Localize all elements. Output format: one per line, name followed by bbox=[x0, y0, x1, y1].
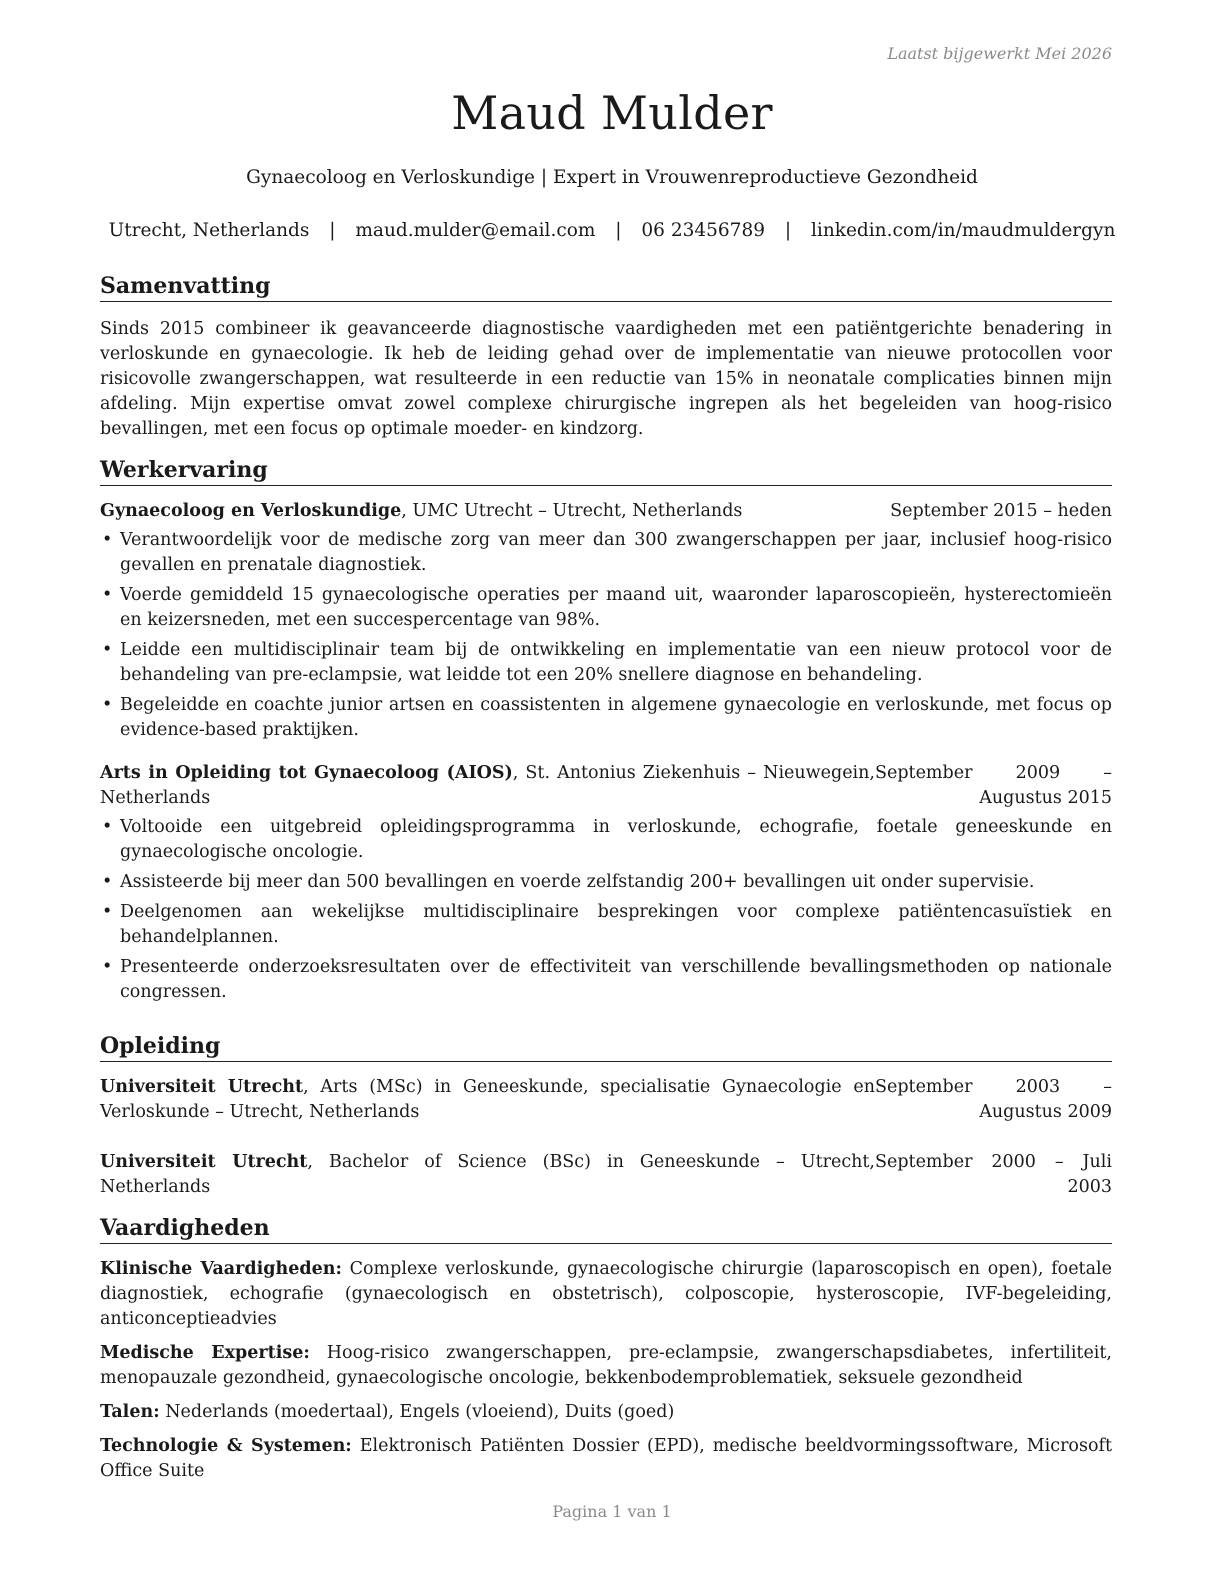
candidate-name: Maud Mulder bbox=[451, 86, 773, 140]
skill-text: Hoog-risico zwangerschappen, pre-eclampsie, zwangerschapsdiabetes, infertiliteit, menopauzale gezondheid, gynaecologische oncologie, bekkenbodemproblematiek, seksuele gezondheid bbox=[100, 1343, 1112, 1388]
education-entry bbox=[100, 1150, 1112, 1200]
job-header bbox=[100, 761, 1112, 811]
skill-label: Klinische Vaardigheden: bbox=[100, 1259, 342, 1279]
education-school: Universiteit Utrecht bbox=[100, 1152, 308, 1172]
bullet-item: • Presenteerde onderzoeksresultaten over de effectiviteit van verschillende bevallingsmethoden op nationale congressen. bbox=[100, 955, 1112, 1005]
bullet-item: • Assisteerde bij meer dan 500 bevallingen en voerde zelfstandig 200+ bevallingen uit onder supervisie. bbox=[100, 870, 1112, 895]
job-bullets bbox=[100, 528, 1112, 743]
contact-email[interactable]: maud.mulder@email.com bbox=[355, 220, 596, 241]
bullet-item: • Leidde een multidisciplinair team bij de ontwikkeling en implementatie van een nieuw protocol voor de behandeling van pre-eclampsie, wat leidde tot een 20% snellere diagnose en behandeling. bbox=[100, 638, 1112, 688]
job-header bbox=[100, 499, 1112, 524]
tagline: Gynaecoloog en Verloskundige | Expert in Vrouwenreproductieve Gezondheid bbox=[246, 167, 978, 188]
skill-label: Talen: bbox=[100, 1402, 160, 1422]
summary-section bbox=[100, 272, 1112, 442]
skill-item bbox=[100, 1434, 1112, 1484]
skill-label: Technologie & Systemen: bbox=[100, 1436, 352, 1456]
job-entry bbox=[100, 499, 1112, 743]
bullet-item: • Voltooide een uitgebreid opleidingsprogramma in verloskunde, echografie, foetale geneeskunde en gynaecologische oncologie. bbox=[100, 815, 1112, 865]
job-title: Gynaecoloog en Verloskundige bbox=[100, 501, 402, 521]
job-org: , UMC Utrecht – Utrecht, Netherlands bbox=[401, 501, 743, 521]
education-heading: Opleiding bbox=[100, 1032, 1112, 1062]
contact-location: Utrecht, Netherlands bbox=[108, 220, 310, 241]
last-updated: Laatst bijgewerkt Mei 2026 bbox=[887, 44, 1112, 63]
job-bullets bbox=[100, 815, 1112, 1005]
skill-item bbox=[100, 1257, 1112, 1332]
contact-separator: | bbox=[329, 220, 336, 241]
summary-text: Sinds 2015 combineer ik geavanceerde diagnostische vaardigheden met een patiëntgerichte benadering in verloskunde en gynaecologie. Ik heb de leiding gehad over de implementatie van nieuwe protocollen voor risicovolle zwangerschappen, wat resulteerde in een reductie van 15% in neonatale complicaties binnen mijn afdeling. Mijn expertise omvat zowel complexe chirurgische ingrepen als het begeleiden van hoog-risico bevallingen, met een focus op optimale moeder- en kindzorg. bbox=[100, 319, 1112, 439]
skills-list bbox=[100, 1257, 1112, 1484]
summary-heading: Samenvatting bbox=[100, 272, 1112, 302]
education-degree: , Arts (MSc) in Geneeskunde, specialisatie Gynaecologie en Verloskunde – Utrecht, Netherlands bbox=[100, 1077, 876, 1122]
skills-heading: Vaardigheden bbox=[100, 1214, 1112, 1244]
skill-text: Nederlands (moedertaal), Engels (vloeiend), Duits (goed) bbox=[159, 1402, 675, 1422]
skill-item bbox=[100, 1400, 1112, 1425]
bullet-item: • Begeleidde en coachte junior artsen en coassistenten in algemene gynaecologie en verloskunde, met focus op evidence-based praktijken. bbox=[100, 693, 1112, 743]
education-degree: , Bachelor of Science (BSc) in Geneeskunde – Utrecht, Netherlands bbox=[100, 1152, 875, 1197]
experience-heading: Werkervaring bbox=[100, 456, 1112, 486]
job-title-line bbox=[100, 499, 890, 524]
contact-separator: | bbox=[784, 220, 792, 241]
skill-label: Medische Expertise: bbox=[100, 1343, 310, 1363]
bullet-item: • Voerde gemiddeld 15 gynaecologische operaties per maand uit, waaronder laparoscopieën, hysterectomieën en keizersneden, met een succespercentage van 98%. bbox=[100, 583, 1112, 633]
skill-text: Elektronisch Patiënten Dossier (EPD), medische beeldvormingssoftware, Microsoft Office Suite bbox=[100, 1436, 1112, 1481]
job-dates: September 2015 – heden bbox=[890, 501, 1112, 521]
job-org: , St. Antonius Ziekenhuis – Nieuwegein, Netherlands bbox=[100, 763, 875, 808]
job-dates: September 2009 – Augustus 2015 bbox=[875, 763, 1112, 808]
contact-line bbox=[0, 220, 1224, 241]
contact-phone[interactable]: 06 23456789 bbox=[641, 220, 765, 241]
education-section bbox=[100, 1032, 1112, 1200]
job-title: Arts in Opleiding tot Gynaecoloog (AIOS) bbox=[100, 763, 513, 783]
page-number: Pagina 1 van 1 bbox=[552, 1502, 672, 1521]
contact-linkedin[interactable]: linkedin.com/in/maudmuldergyn bbox=[811, 220, 1116, 241]
job-entry bbox=[100, 761, 1112, 1005]
skill-text: Complexe verloskunde, gynaecologische chirurgie (laparoscopisch en open), foetale diagnostiek, echografie (gynaecologisch en obstetrisch), colposcopie, hysteroscopie, IVF-begeleiding, anticonceptieadvies bbox=[100, 1259, 1112, 1329]
education-school: Universiteit Utrecht bbox=[100, 1077, 304, 1097]
skills-section bbox=[100, 1214, 1112, 1493]
bullet-item: • Verantwoordelijk voor de medische zorg van meer dan 300 zwangerschappen per jaar, inclusief hoog-risico gevallen en prenatale diagnostiek. bbox=[100, 528, 1112, 578]
contact-separator: | bbox=[615, 220, 622, 241]
education-title-line bbox=[100, 1075, 875, 1125]
education-dates: September 2000 – Juli 2003 bbox=[875, 1152, 1112, 1197]
skill-item bbox=[100, 1341, 1112, 1391]
education-title-line bbox=[100, 1150, 875, 1200]
education-entry bbox=[100, 1075, 1112, 1125]
job-title-line bbox=[100, 761, 875, 811]
experience-section bbox=[100, 456, 1112, 1010]
education-dates: September 2003 – Augustus 2009 bbox=[875, 1077, 1112, 1122]
bullet-item: • Deelgenomen aan wekelijkse multidisciplinaire besprekingen voor complexe patiëntencasuïstiek en behandelplannen. bbox=[100, 900, 1112, 950]
